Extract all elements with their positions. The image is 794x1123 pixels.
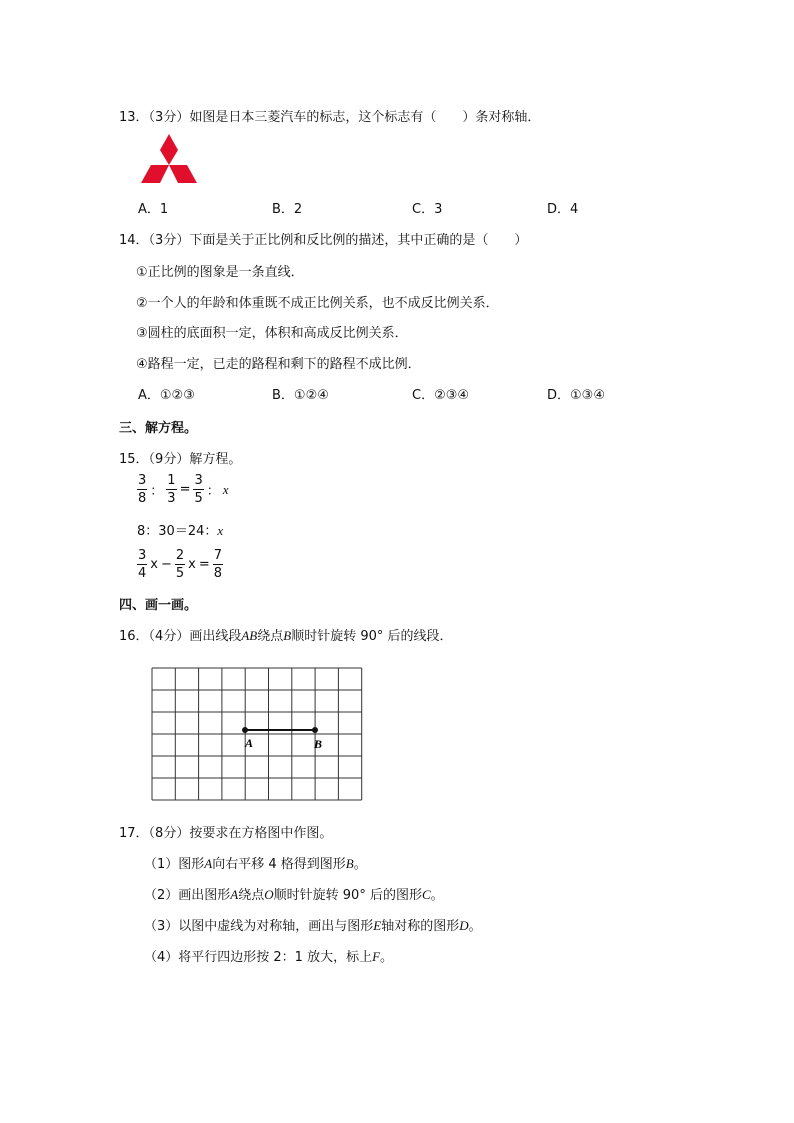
variable-x: x <box>217 523 224 538</box>
fraction: $\frac{1}{3}$ <box>167 473 176 506</box>
stem-text: 16．（4分）画出线段 <box>119 629 242 644</box>
q17-item-3 <box>144 915 482 934</box>
section-3-title: 三、解方程。 <box>119 421 198 436</box>
logo-right-diamond <box>169 165 197 183</box>
fraction: $\frac{7}{8}$ <box>213 548 223 581</box>
q14-option-d[interactable]: D．①③④ <box>547 388 605 403</box>
fraction: $\frac{3}{8}$ <box>138 473 147 506</box>
q14-statement-4: ④路程一定，已走的路程和剩下的路程不成比例． <box>136 357 421 372</box>
colon: ： <box>150 484 164 499</box>
figure-label: C <box>421 887 431 902</box>
item-text: 。 <box>468 919 482 934</box>
q13-option-c[interactable]: C．3 <box>412 202 443 217</box>
variable-x: x <box>150 557 158 572</box>
item-text: 。 <box>353 857 367 872</box>
item-text: （3）以图中虚线为对称轴，画出与图形 <box>144 919 374 934</box>
segment-ab: AB <box>241 628 258 643</box>
q15-equation-3 <box>137 549 223 580</box>
q17-item-2 <box>144 884 444 903</box>
figure-label: A <box>230 887 239 902</box>
q14-option-c[interactable]: C．②③④ <box>412 388 470 403</box>
item-text: 向右平移 4 格得到图形 <box>212 857 346 872</box>
equals-sign: = <box>179 482 191 497</box>
item-text: 顺时针旋转 90° 后的图形 <box>273 888 422 903</box>
mitsubishi-logo <box>139 132 201 187</box>
colon: ： <box>206 484 220 499</box>
q14-option-b[interactable]: B．①②④ <box>272 388 329 403</box>
q17-stem: 17．（8分）按要求在方格图中作图。 <box>119 826 333 841</box>
figure-label: D <box>459 918 469 933</box>
point-a-dot <box>242 727 248 733</box>
item-text: （1）图形 <box>144 857 205 872</box>
q14-statement-1: ①正比例的图象是一条直线． <box>136 265 304 280</box>
point-b: B <box>283 628 292 643</box>
q17-item-1 <box>144 853 367 872</box>
figure-label: A <box>204 856 213 871</box>
grid-lines <box>152 668 362 800</box>
variable-x: x <box>222 481 229 497</box>
logo-left-diamond <box>141 165 169 183</box>
figure-label: F <box>372 949 381 964</box>
item-text: 绕点 <box>238 888 265 903</box>
fraction: $\frac{2}{5}$ <box>175 548 185 581</box>
q15-equation-1 <box>137 474 229 505</box>
q14-statement-2: ②一个人的年龄和体重既不成正比例关系，也不成反比例关系． <box>136 296 499 311</box>
q14-option-a[interactable]: A．①②③ <box>138 388 195 403</box>
q14-stem: 14．（3分）下面是关于正比例和反比例的描述，其中正确的是（ ） <box>119 233 528 248</box>
q17-item-4 <box>144 946 393 965</box>
equation-text: 8：30＝24： <box>137 524 218 539</box>
point-label: O <box>264 887 274 902</box>
fraction: $\frac{3}{5}$ <box>194 473 203 506</box>
q15-stem: 15．（9分）解方程。 <box>119 452 242 467</box>
item-text: （4）将平行四边形按 2：1 放大，标上 <box>144 950 373 965</box>
item-text: 。 <box>380 950 394 965</box>
point-b-label: B <box>314 737 323 751</box>
point-a-label: A <box>245 736 254 750</box>
q14-statement-3: ③圆柱的底面积一定，体积和高成反比例关系． <box>136 326 408 341</box>
point-b-dot <box>312 727 318 733</box>
fraction: $\frac{3}{4}$ <box>138 548 147 581</box>
q15-equation-2 <box>137 520 223 539</box>
figure-label: E <box>373 918 382 933</box>
stem-text: 顺时针旋转 90° 后的线段． <box>291 629 453 644</box>
equals-sign: = <box>198 557 210 572</box>
item-text: 轴对称的图形 <box>381 919 460 934</box>
q13-option-a[interactable]: A．1 <box>138 202 169 217</box>
item-text: 。 <box>430 888 444 903</box>
q13-option-b[interactable]: B．2 <box>272 202 303 217</box>
variable-x: x <box>188 557 196 572</box>
stem-text: 绕点 <box>257 629 284 644</box>
q16-grid-figure <box>150 666 364 802</box>
logo-top-diamond <box>160 134 178 165</box>
q13-stem: 13．（3分）如图是日本三菱汽车的标志，这个标志有（ ）条对称轴． <box>119 110 541 125</box>
item-text: （2）画出图形 <box>144 888 231 903</box>
figure-label: B <box>345 856 354 871</box>
q13-option-d[interactable]: D．4 <box>547 202 579 217</box>
section-4-title: 四、画一画。 <box>119 598 198 613</box>
minus-sign: − <box>160 557 172 572</box>
q16-stem <box>119 625 453 644</box>
